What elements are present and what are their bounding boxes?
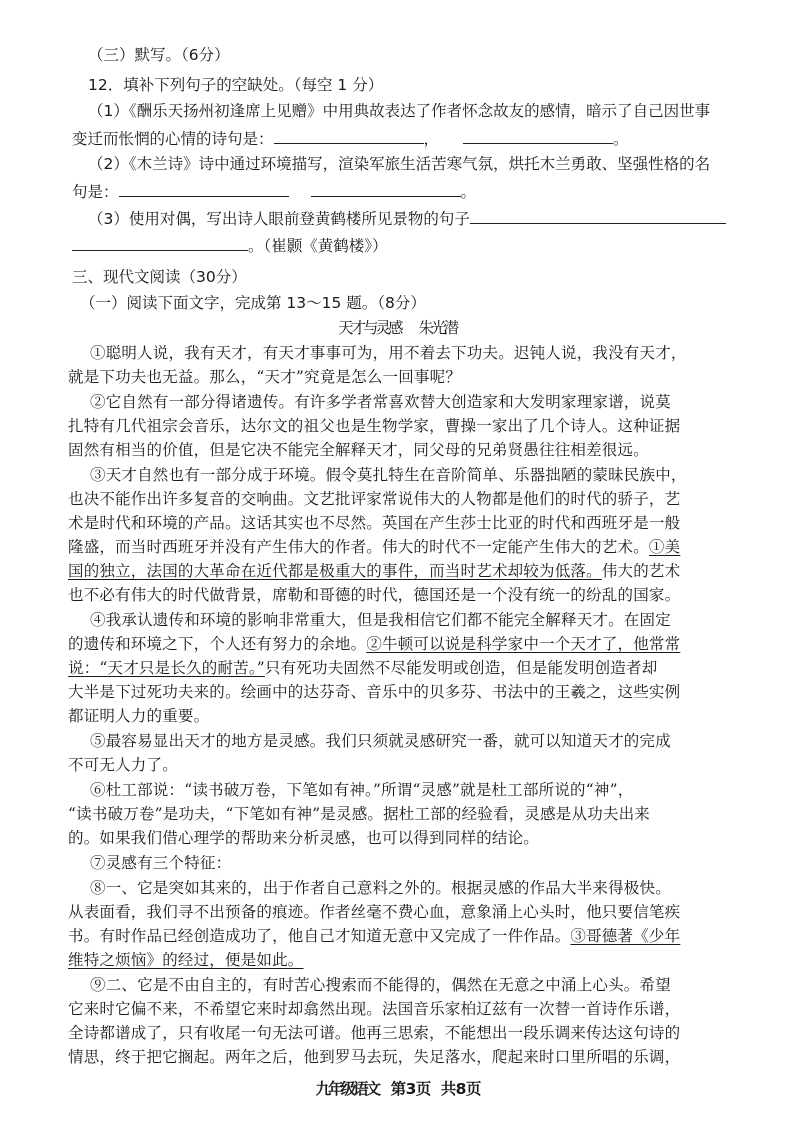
paragraph-6-line1: ⑥杜工部说：“读书破万卷，下笔如有神。”所谓“灵感”就是杜工部所说的“神”， (90, 781, 634, 799)
paragraph-3-line6: 也不必有伟大的时代做背景，席勒和哥德的时代，德国还是一个没有统一的纷乱的国家。 (68, 586, 681, 604)
paragraph-2-line3: 固然有相当的价值，但是它决不能完全解释天才，同父母的兄弟贤愚往往相差很远。 (68, 441, 649, 459)
paragraph-6-line2: “读书破万卷”是功夫，“下笔如有神”是灵感。据杜工部的经验看，灵感是从功夫出来 (68, 805, 650, 823)
article-author: 朱光潜 (418, 319, 457, 337)
paragraph-4-line1: ④我承认遗传和环境的影响非常重大，但是我相信它们都不能完全解释天才。在固定 (90, 611, 671, 629)
answer-blank[interactable] (311, 180, 461, 197)
page-footer: 九年级语文 第 3 页 共 8 页 (315, 1080, 479, 1098)
paragraph-1-line2: 就是下功夫也无益。那么，“天才”究竟是怎么一回事呢？ (68, 368, 462, 386)
q12-item3-line1 (88, 207, 726, 230)
article-title: 天才与灵感 (337, 319, 401, 337)
paragraph-9-line3: 全诗都谱成了，只有收尾一句无法可谱。他再三思索，不能想出一段乐调来传达这句诗的 (68, 1024, 681, 1042)
q12-item1-prefix: 变迁而怅惘的心情的诗句是： (72, 130, 274, 148)
paragraph-8-line1: ⑧一、它是突如其来的，出于作者自己意料之外的。根据灵感的作品大半来得极快。 (90, 879, 671, 897)
answer-blank[interactable] (470, 207, 726, 224)
paragraph-5-line1: ⑤最容易显出天才的地方是灵感。我们只须就灵感研究一番，就可以知道天才的完成 (90, 732, 671, 750)
paragraph-8-line3 (68, 925, 680, 947)
article-heading (0, 317, 794, 339)
paragraph-3-line2: 也决不能作出许多复音的交响曲。文艺批评家常说伟大的人物都是他们的时代的骄子，艺 (68, 490, 681, 508)
paragraph-3-line5-text: 伟大的艺术 (601, 562, 681, 580)
q12-item3-prefix: （3）使用对偶，写出诗人眼前登黄鹤楼所见景物的句子 (88, 210, 470, 228)
paragraph-2-line2: 扎特有几代祖宗会音乐，达尔文的祖父也是生物学家，曹操一家出了几个诗人。这种证据 (68, 417, 681, 435)
underlined-sentence-1-cont: 国的独立，法国的大革命在近代都是极重大的事件，而当时艺术却较为低落。 (68, 562, 602, 580)
q12-item2-line2 (72, 180, 476, 203)
q12-item2-end: 。 (460, 183, 477, 201)
paragraph-3-line1: ③天才自然也有一部分成于环境。假令莫扎特生在音阶简单、乐器拙陋的蒙昧民族中， (90, 466, 687, 484)
underlined-sentence-3-cont: 维特之烦恼》的经过，便是如此。 (68, 951, 304, 969)
paragraph-4-line5: 都证明人力的重要。 (68, 707, 210, 725)
paragraph-8-line4 (68, 949, 304, 971)
q12-title: 12．填补下列句子的空缺处。（每空 1 分） (88, 76, 384, 94)
answer-blank[interactable] (274, 127, 424, 144)
underlined-sentence-2: ②牛顿可以说是科学家中一个天才了，他常常 (366, 635, 681, 653)
answer-blank[interactable] (119, 180, 289, 197)
paragraph-2-line1: ②它自然有一部分得诸遗传。有许多学者常喜欢替大创造家和大发明家理家谱，说莫 (90, 393, 671, 411)
underlined-sentence-1: ①美 (648, 538, 681, 556)
paragraph-5-line2: 不可无人力了。 (68, 756, 178, 774)
answer-blank[interactable] (463, 127, 613, 144)
q12-item1-line1: （1）《酬乐天扬州初逢席上见赠》中用典故表达了作者怀念故友的感情，暗示了自己因世事 (88, 102, 711, 120)
reading-subsection-heading: （一）阅读下面文字，完成第 13～15 题。（8分） (80, 294, 426, 312)
section3-dictation-heading: （三）默写。（6分） (88, 46, 230, 64)
paragraph-4-line3 (68, 657, 657, 679)
paragraph-4-line3-text: 只有死功夫固然不尽能发明或创造，但是能发明创造者却 (264, 659, 658, 677)
paragraph-3-line3: 术是时代和环境的产品。这话其实也不尽然。英国在产生莎士比亚的时代和西班牙是一般 (68, 514, 681, 532)
paragraph-3-line5 (68, 560, 680, 582)
answer-blank[interactable] (72, 234, 248, 251)
paragraph-6-line3: 的。如果我们借心理学的帮助来分析灵感，也可以得到同样的结论。 (68, 829, 540, 847)
q12-item2-prefix: 句是： (72, 183, 119, 201)
underlined-sentence-2-cont: 说：“天才只是长久的耐苦。” (68, 659, 265, 677)
paragraph-9-line2: 它来时它偏不来，不希望它来时却翕然出现。法国音乐家柏辽兹有一次替一首诗作乐谱， (68, 1000, 681, 1018)
paragraph-4-line4: 大半是下过死功夫来的。绘画中的达芬奇、音乐中的贝多芬、书法中的王羲之，这些实例 (68, 683, 681, 701)
paragraph-3-line4-text: 隆盛，而当时西班牙并没有产生伟大的作者。伟大的时代不一定能产生伟大的艺术。 (68, 538, 649, 556)
q12-item2-line1: （2）《木兰诗》诗中通过环境描写，渲染军旅生活苦寒气氛，烘托木兰勇敢、坚强性格的名 (88, 155, 711, 173)
q12-item3-end: 。（崔颢《黄鹤楼》） (248, 237, 388, 255)
q12-item1-line2 (72, 127, 629, 150)
paragraph-3-line4 (68, 536, 680, 558)
q12-item1-mid: ， (423, 130, 440, 148)
q12-item3-line2 (72, 234, 388, 257)
paragraph-1-line1: ①聪明人说，我有天才，有天才事事可为，用不着去下功夫。迟钝人说，我没有天才， (90, 344, 687, 362)
paragraph-8-line3-text: 书。有时作品已经创造成功了，他自己才知道无意中又完成了一件作品。 (68, 927, 571, 945)
paragraph-4-line2 (68, 633, 680, 655)
paragraph-7-line1: ⑦灵感有三个特征： (90, 854, 232, 872)
underlined-sentence-3: ③哥德著《少年 (570, 927, 681, 945)
paragraph-8-line2: 从表面看，我们寻不出预备的痕迹。作者丝毫不费心血，意象涌上心头时，他只要信笔疾 (68, 903, 681, 921)
modern-reading-heading: 三、现代文阅读（30分） (72, 268, 247, 286)
paragraph-4-line2-text: 的遗传和环境之下，个人还有努力的余地。 (68, 635, 367, 653)
paragraph-9-line1: ⑨二、它是不由自主的，有时苦心搜索而不能得的，偶然在无意之中涌上心头。希望 (90, 976, 671, 994)
q12-item1-end: 。 (613, 130, 629, 148)
paragraph-9-line4: 情思，终于把它搁起。两年之后，他到罗马去玩，失足落水，爬起来时口里所唱的乐调， (68, 1048, 681, 1066)
